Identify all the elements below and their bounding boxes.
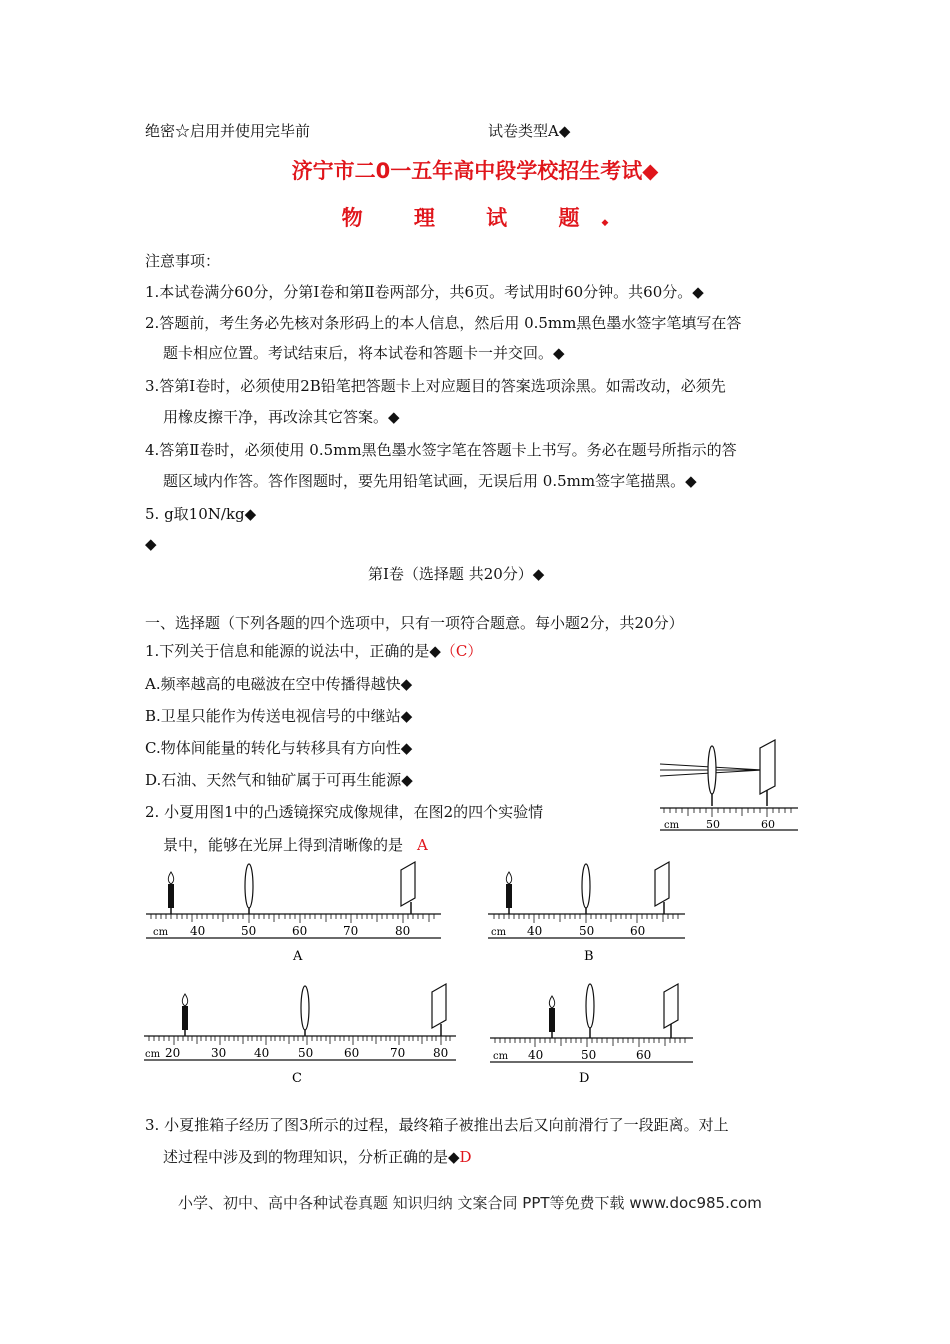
panel-c-tick-30: 30 (211, 1046, 227, 1060)
panel-a-tick-70: 70 (343, 924, 359, 938)
exam-title: 济宁市二0一五年高中段学校招生考试◆ (291, 159, 659, 183)
panel-a-unit: cm (153, 927, 169, 938)
panel-b-tick-50: 50 (579, 924, 595, 938)
convex-lens (301, 986, 309, 1030)
figure-1-unit: cm (664, 820, 680, 831)
panel-b-label: B (584, 949, 594, 964)
panel-c-tick-60: 60 (344, 1046, 360, 1060)
panel-c-tick-50: 50 (298, 1046, 314, 1060)
q1-option-b: B.卫星只能作为传送电视信号的中继站◆ (145, 707, 413, 725)
ruler-ticks (494, 914, 678, 923)
panel-d-tick-50: 50 (581, 1048, 597, 1062)
panel-d-tick-40: 40 (528, 1048, 544, 1062)
note-3-line-1: 3.答第Ⅰ卷时，必须使用2B铅笔把答题卡上对应题目的答案选项涂黑。如需改动，必须先 (145, 377, 726, 395)
figure-1-tick-50: 50 (706, 818, 720, 831)
candle-flame (182, 994, 187, 1006)
q3-line-1: 3. 小夏推箱子经历了图3所示的过程，最终箱子被推出去后又向前滑行了一段距离。对上 (145, 1116, 729, 1134)
ruler-ticks (495, 1038, 685, 1047)
light-screen (432, 984, 446, 1028)
notes-heading: 注意事项： (145, 252, 221, 270)
panel-c-tick-80: 80 (433, 1046, 449, 1060)
q1-option-c: C.物体间能量的转化与转移具有方向性◆ (145, 739, 413, 757)
figure-1-tick-60: 60 (761, 818, 775, 831)
section-heading: 第Ⅰ卷（选择题 共20分）◆ (368, 565, 545, 583)
subject-title-row (0, 202, 950, 232)
note-1-line-1: 1.本试卷满分60分，分第Ⅰ卷和第Ⅱ卷两部分，共6页。考试用时60分钟。共60分。◆ (145, 283, 704, 301)
candle (168, 884, 174, 908)
candle-flame (506, 872, 511, 884)
q1-option-d: D.石油、天然气和铀矿属于可再生能源◆ (145, 771, 413, 789)
panel-d-tick-60: 60 (636, 1048, 652, 1062)
subject-title: 物 理 试 题 (341, 206, 602, 230)
ruler-ticks (149, 1036, 450, 1045)
note-4-line-1: 4.答第Ⅱ卷时，必须使用 0.5mm黑色墨水签字笔在答题卡上书写。务必在题号所指示的答 (145, 441, 737, 459)
figure-2-panel-d (487, 978, 697, 1088)
panel-b-tick-40: 40 (527, 924, 543, 938)
panel-c-label: C (292, 1071, 302, 1086)
q2-line-1: 2. 小夏用图1中的凸透镜探究成像规律，在图2的四个实验情 (145, 803, 544, 821)
light-screen (401, 862, 415, 906)
panel-d-label: D (579, 1071, 590, 1086)
panel-b-unit: cm (491, 927, 507, 938)
footer-text: 小学、初中、高中各种试卷真题 知识归纳 文案合同 PPT等免费下载 www.doc985.com (178, 1194, 762, 1212)
q3-line-2: 述过程中涉及到的物理知识，分析正确的是◆ (163, 1148, 460, 1166)
note-2-line-1: 2.答题前，考生务必先核对条形码上的本人信息，然后用 0.5mm黑色墨水签字笔填写在答 (145, 314, 742, 332)
q2-answer: A (417, 836, 428, 854)
panel-a-tick-80: 80 (395, 924, 411, 938)
convex-lens (586, 984, 594, 1028)
q2-line-2: 景中，能够在光屏上得到清晰像的是 (163, 836, 404, 854)
q1-stem: 1.下列关于信息和能源的说法中，正确的是◆ (145, 642, 441, 660)
ruler-ticks (664, 808, 791, 817)
figure-2-panel-a (143, 858, 448, 966)
panel-c-tick-40: 40 (254, 1046, 270, 1060)
paper-type-label: 试卷类型A◆ (488, 122, 571, 140)
q3-line-2-row (163, 1146, 472, 1167)
figure-2-panel-c (141, 980, 461, 1088)
panel-a-tick-40: 40 (190, 924, 206, 938)
note-3-line-2: 用橡皮擦干净，再改涂其它答案。◆ (163, 408, 400, 426)
light-screen (760, 740, 775, 794)
light-screen (655, 862, 669, 906)
light-screen (664, 984, 678, 1028)
q3-answer: D (459, 1148, 472, 1166)
panel-a-label: A (293, 949, 303, 964)
panel-a-tick-60: 60 (292, 924, 308, 938)
q1-answer: （C） (440, 642, 483, 660)
convex-lens (582, 864, 590, 908)
candle-flame (549, 996, 554, 1008)
section-instruction: 一、选择题（下列各题的四个选项中，只有一项符合题意。每小题2分，共20分） (145, 614, 684, 632)
convex-lens (245, 864, 253, 908)
panel-a-tick-50: 50 (241, 924, 257, 938)
note-2-line-2: 题卡相应位置。考试结束后，将本试卷和答题卡一并交回。◆ (163, 344, 565, 362)
note-4-line-2: 题区域内作答。答作图题时，要先用铅笔试画，无误后用 0.5mm签字笔描黑。◆ (163, 472, 697, 490)
candle-flame (168, 872, 173, 884)
convex-lens (708, 746, 716, 794)
notes-extra-mark: ◆ (145, 535, 157, 553)
q2-line-2-row (163, 834, 428, 855)
candle (549, 1008, 555, 1032)
confidential-label: 绝密☆启用并使用完毕前 (145, 122, 311, 140)
candle (182, 1006, 188, 1030)
candle (506, 884, 512, 908)
q1-stem-row (145, 640, 482, 661)
figure-2-panel-b (485, 858, 690, 966)
panel-c-tick-20: 20 (165, 1046, 181, 1060)
subject-title-mark: ◆ (601, 218, 609, 228)
panel-b-tick-60: 60 (630, 924, 646, 938)
figure-1-diagram (655, 720, 805, 835)
q1-option-a: A.频率越高的电磁波在空中传播得越快◆ (145, 675, 413, 693)
panel-d-unit: cm (493, 1051, 509, 1062)
note-5-line-1: 5. g取10N/kg◆ (145, 505, 257, 523)
panel-c-tick-70: 70 (390, 1046, 406, 1060)
panel-c-unit: cm (145, 1049, 161, 1060)
ruler-ticks (151, 914, 434, 923)
